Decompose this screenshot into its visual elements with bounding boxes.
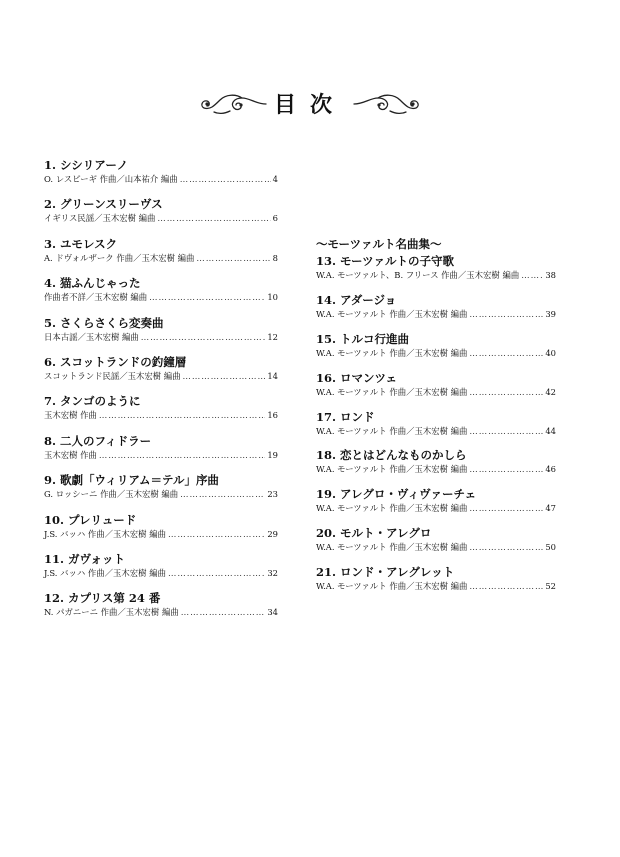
entry-line [44, 449, 278, 461]
entry-page-number: 23 [267, 489, 278, 500]
entry-title: 9. 歌劇「ウィリアム＝テル」序曲 [44, 473, 219, 488]
scroll-flourish-icon [352, 90, 420, 118]
entry-line [44, 409, 278, 421]
entry-title: 12. カプリス第 24 番 [44, 591, 161, 606]
entry-page-number: 52 [545, 581, 556, 592]
toc-entry[interactable] [44, 513, 278, 552]
entry-title: 18. 恋とはどんなものかしら [316, 448, 467, 463]
entry-page-number: 47 [545, 503, 556, 514]
entry-credit: W.A. モーツァルト 作曲／玉木宏樹 編曲 [316, 581, 468, 592]
dot-leader [469, 347, 543, 359]
entry-line [316, 541, 556, 553]
scroll-flourish-icon [200, 90, 268, 118]
entry-credit: W.A. モーツァルト 作曲／玉木宏樹 編曲 [316, 542, 468, 553]
toc-header [0, 88, 620, 124]
entry-title: 11. ガヴォット [44, 551, 126, 566]
entry-credit: J.S. バッハ 作曲／玉木宏樹 編曲 [44, 528, 166, 539]
entry-page-number: 29 [267, 528, 278, 539]
dot-leader [469, 502, 543, 514]
toc-entry[interactable] [44, 473, 278, 512]
dot-leader [180, 488, 265, 500]
entry-credit: G. ロッシーニ 作曲／玉木宏樹 編曲 [44, 489, 179, 500]
dot-leader [521, 269, 543, 281]
entry-line [316, 386, 556, 398]
entry-line [316, 580, 556, 592]
toc-entry[interactable] [316, 371, 556, 410]
entry-line [316, 308, 556, 320]
entry-line [44, 212, 278, 224]
entry-title: 21. ロンド・アレグレット [316, 565, 455, 580]
entry-credit: W.A. モーツァルト 作曲／玉木宏樹 編曲 [316, 503, 468, 514]
entry-credit: 作曲者不詳／玉木宏樹 編曲 [44, 292, 148, 303]
dot-leader [99, 409, 265, 421]
entry-title: 3. ユモレスク [44, 236, 118, 251]
entry-title: 14. アダージョ [316, 292, 397, 307]
dot-leader [99, 449, 265, 461]
entry-page-number: 39 [545, 308, 556, 319]
entry-credit: 玉木宏樹 作曲 [44, 449, 97, 460]
entry-title: 20. モルト・アレグロ [316, 526, 432, 541]
entry-credit: スコットランド民謡／玉木宏樹 編曲 [44, 370, 181, 381]
toc-column-right [316, 236, 556, 604]
entry-page-number: 42 [545, 386, 556, 397]
toc-entry[interactable] [316, 526, 556, 565]
dot-leader [196, 252, 270, 264]
toc-entry[interactable] [316, 565, 556, 604]
dot-leader [469, 580, 543, 592]
entry-title: 17. ロンド [316, 409, 375, 424]
entry-title: 15. トルコ行進曲 [316, 331, 410, 346]
page-title: 目次 [273, 92, 346, 118]
entry-title: 7. タンゴのように [44, 394, 141, 409]
entry-credit: イギリス民謡／玉木宏樹 編曲 [44, 213, 156, 224]
toc-entry[interactable] [316, 332, 556, 371]
entry-page-number: 14 [267, 370, 278, 381]
entry-line [316, 425, 556, 437]
entry-page-number: 40 [545, 347, 556, 358]
entry-page-number: 19 [267, 449, 278, 460]
entry-page-number: 50 [545, 542, 556, 553]
dot-leader [469, 308, 543, 320]
toc-entry[interactable] [44, 197, 278, 236]
toc-entry[interactable] [44, 158, 278, 197]
entry-line [316, 269, 556, 281]
dot-leader [168, 567, 265, 579]
entry-line [44, 567, 278, 579]
toc-entry[interactable] [44, 434, 278, 473]
entry-title: 10. プレリュード [44, 512, 137, 527]
entry-line [44, 252, 278, 264]
entry-page-number: 44 [545, 425, 556, 436]
dot-leader [469, 425, 543, 437]
toc-entry[interactable] [44, 552, 278, 591]
entry-title: 16. ロマンツェ [316, 370, 398, 385]
entry-line [44, 173, 278, 185]
entry-line [44, 291, 278, 303]
entry-credit: 玉木宏樹 作曲 [44, 410, 97, 421]
entry-credit: 日本古謡／玉木宏樹 編曲 [44, 331, 139, 342]
dot-leader [469, 386, 543, 398]
entry-credit: O. レスピーギ 作曲／山本祐介 編曲 [44, 174, 178, 184]
toc-entry[interactable] [44, 394, 278, 433]
entry-page-number: 46 [545, 464, 556, 475]
dot-leader [181, 606, 266, 618]
entry-credit: W.A. モーツァルト 作曲／玉木宏樹 編曲 [316, 464, 468, 475]
toc-entry[interactable] [316, 410, 556, 449]
toc-entry[interactable] [44, 237, 278, 276]
entry-credit: W.A. モーツァルト 作曲／玉木宏樹 編曲 [316, 308, 468, 319]
entry-credit: W.A. モーツァルト、B. フリース 作曲／玉木宏樹 編曲 [316, 270, 520, 280]
entry-line [44, 331, 278, 343]
entry-line [316, 502, 556, 514]
entry-credit: W.A. モーツァルト 作曲／玉木宏樹 編曲 [316, 386, 468, 397]
entry-title: 19. アレグロ・ヴィヴァーチェ [316, 487, 477, 502]
dot-leader [141, 331, 266, 343]
entry-page-number: 34 [267, 607, 278, 618]
toc-entry[interactable] [316, 487, 556, 526]
dot-leader [469, 541, 543, 553]
dot-leader [157, 212, 270, 224]
entry-credit: W.A. モーツァルト 作曲／玉木宏樹 編曲 [316, 425, 468, 436]
dot-leader [183, 370, 266, 382]
toc-entry[interactable] [44, 591, 278, 630]
entry-title: 4. 猫ふんじゃった [44, 276, 141, 291]
entry-page-number: 32 [267, 567, 278, 578]
entry-page-number: 10 [267, 292, 278, 303]
toc-entry[interactable] [44, 355, 278, 394]
dot-leader [168, 528, 265, 540]
toc-entry[interactable] [316, 254, 556, 293]
entry-line [44, 370, 278, 382]
dot-leader [469, 463, 543, 475]
entry-page-number: 4 [272, 174, 278, 184]
entry-line [316, 347, 556, 359]
entry-line [316, 463, 556, 475]
entry-line [44, 606, 278, 618]
entry-line [44, 528, 278, 540]
entry-credit: J.S. バッハ 作曲／玉木宏樹 編曲 [44, 567, 166, 578]
entry-title: 13. モーツァルトの子守歌 [316, 254, 454, 268]
entry-page-number: 16 [267, 410, 278, 421]
entry-title: 8. 二人のフィドラー [44, 433, 152, 448]
entry-page-number: 38 [545, 270, 556, 280]
entry-page-number: 8 [272, 252, 278, 263]
entry-credit: W.A. モーツァルト 作曲／玉木宏樹 編曲 [316, 347, 468, 358]
dot-leader [149, 291, 265, 303]
dot-leader [180, 173, 271, 185]
toc-entry[interactable] [44, 316, 278, 355]
entry-line [44, 488, 278, 500]
entry-page-number: 12 [267, 331, 278, 342]
entry-page-number: 6 [272, 213, 278, 224]
entry-title: 2. グリーンスリーヴス [44, 197, 163, 212]
section-heading-mozart: 〜モーツァルト名曲集〜 [316, 237, 442, 251]
toc-column-left [44, 158, 278, 631]
entry-title: 6. スコットランドの釣鐘層 [44, 354, 187, 369]
entry-credit: N. パガニーニ 作曲／玉木宏樹 編曲 [44, 607, 179, 618]
toc-entry[interactable] [316, 448, 556, 487]
entry-title: 1. シシリアーノ [44, 158, 129, 172]
toc-entry[interactable] [44, 276, 278, 315]
entry-credit: A. ドヴォルザーク 作曲／玉木宏樹 編曲 [44, 252, 195, 263]
entry-title: 5. さくらさくら変奏曲 [44, 315, 164, 330]
toc-entry[interactable] [316, 293, 556, 332]
